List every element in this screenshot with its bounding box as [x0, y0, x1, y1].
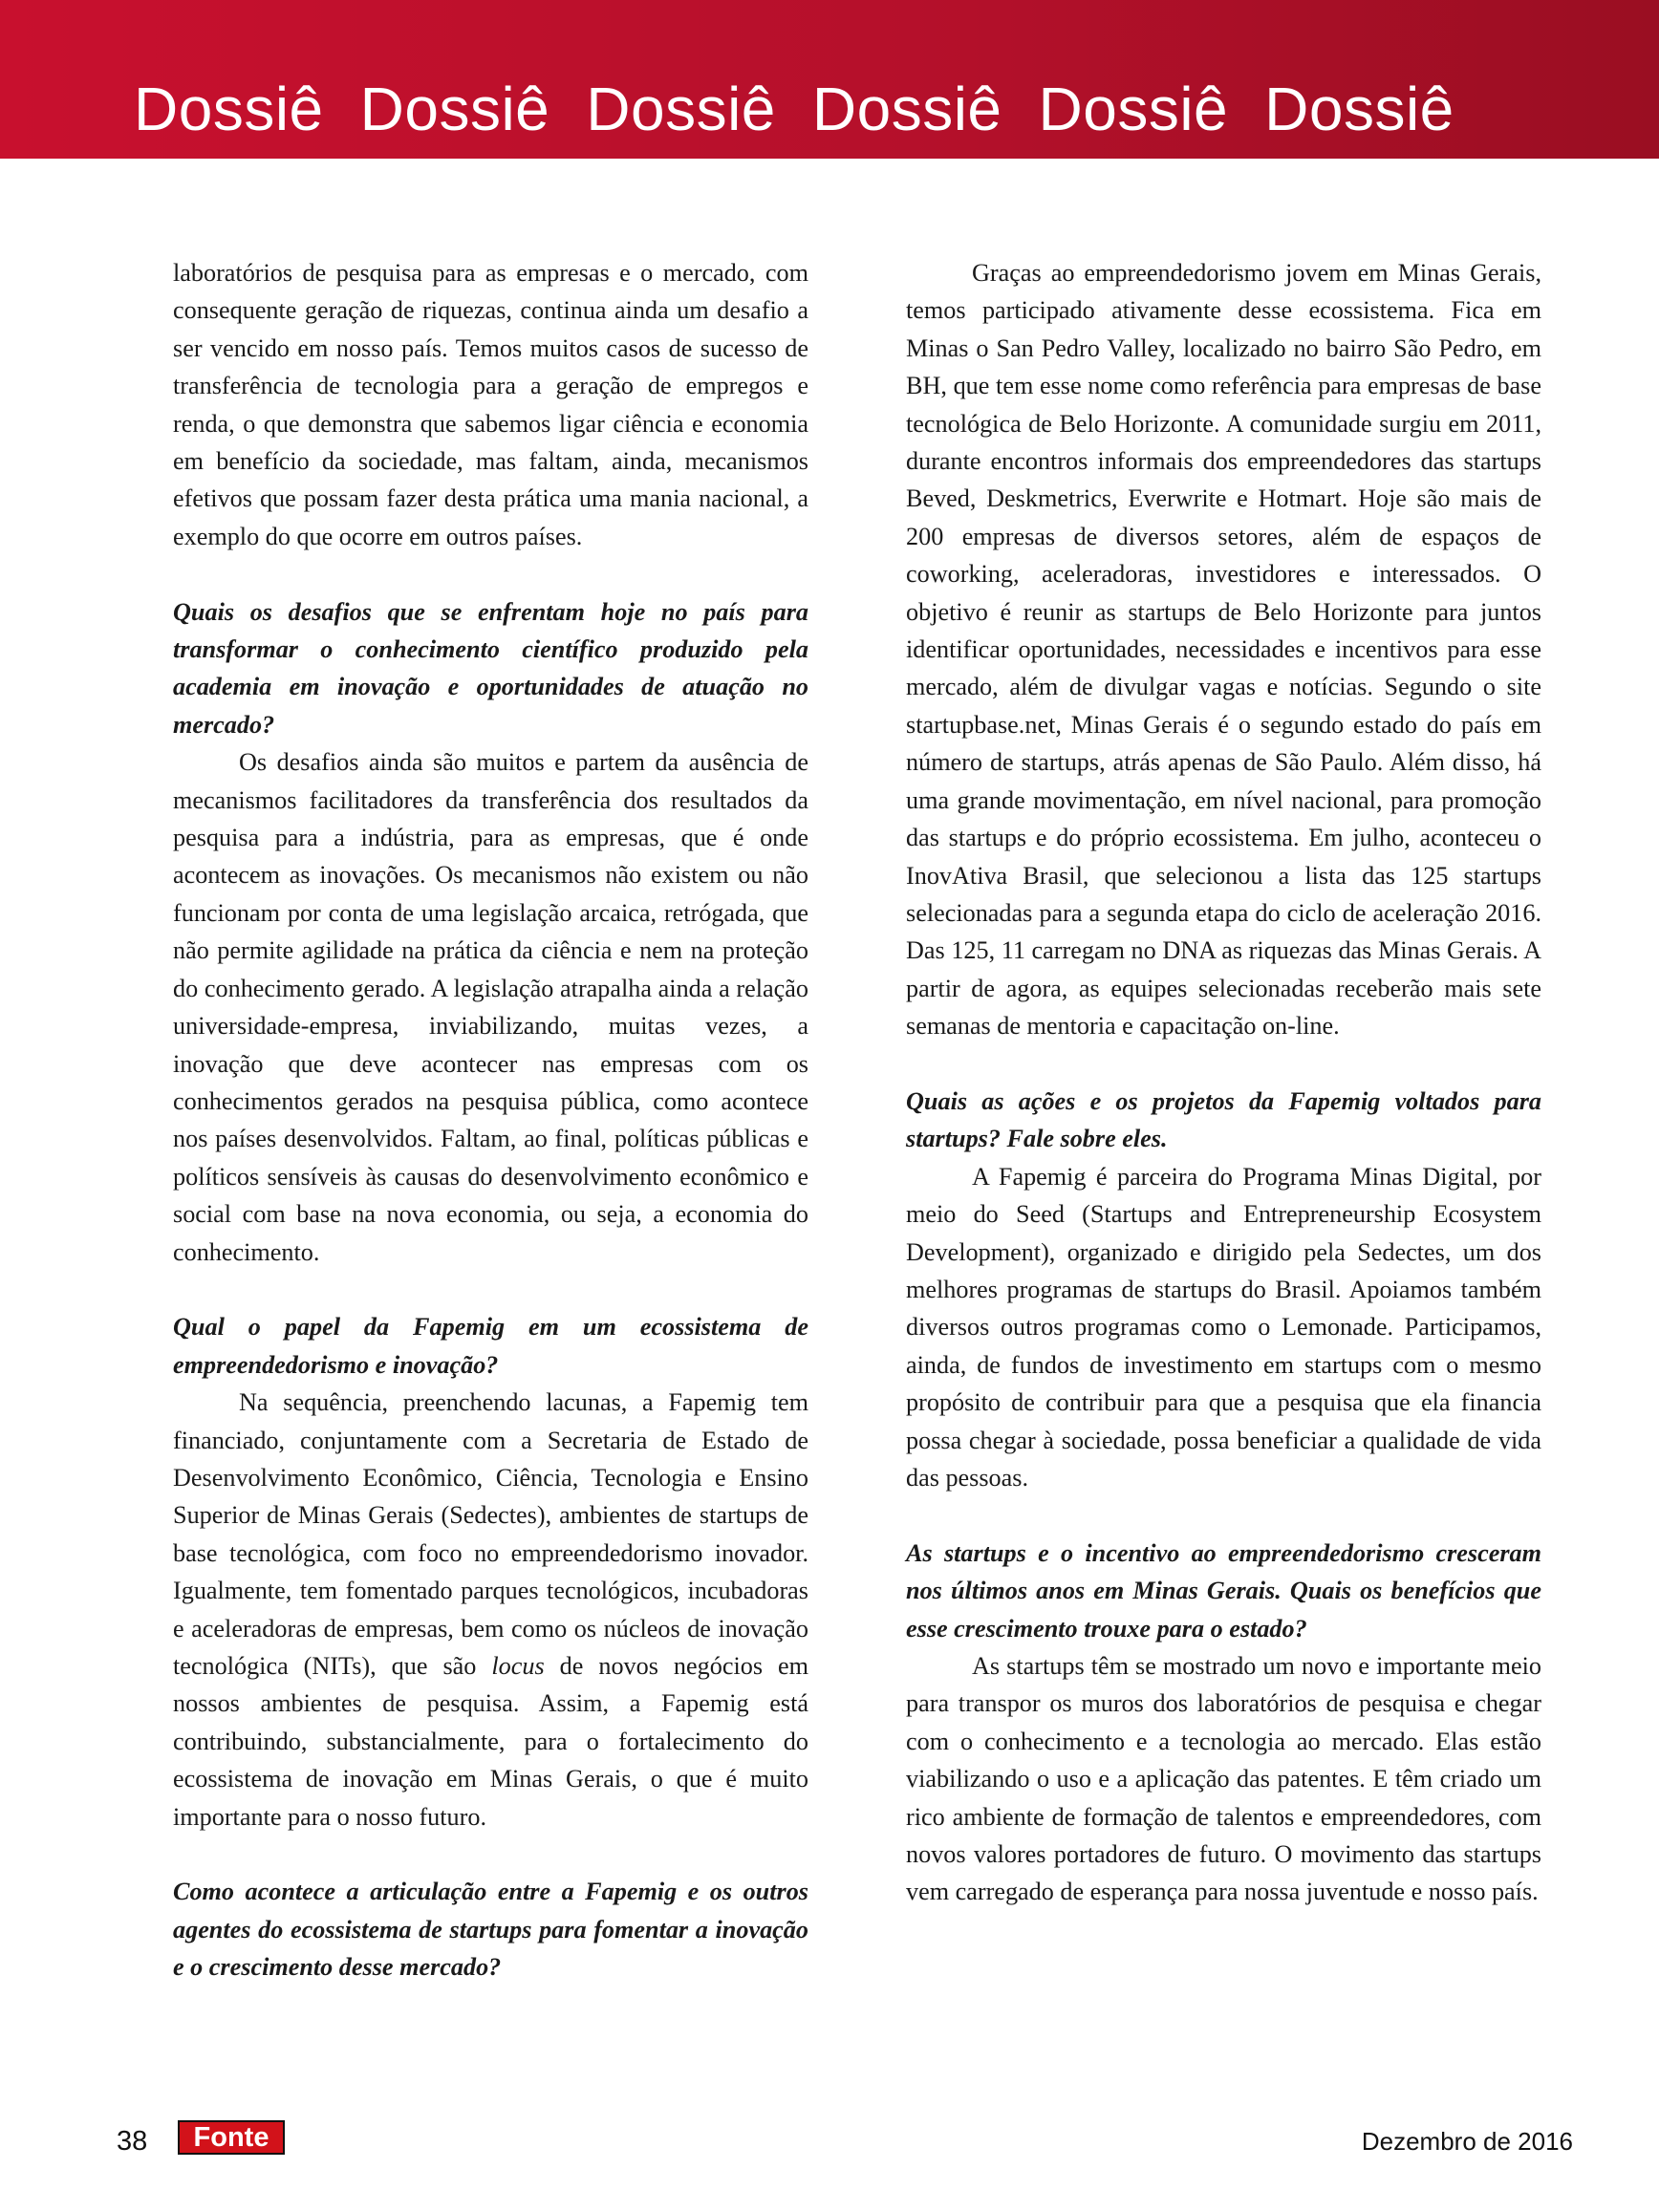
section-title-word: Dossiê — [1038, 75, 1229, 143]
header-band — [0, 0, 1659, 159]
interview-question: Qual o papel da Fapemig em um ecossistema de empreendedorismo e inovação? — [173, 1313, 808, 1379]
body-paragraph: laboratórios de pesquisa para as empresas e o mercado, com consequente geração de riquezas, continua ainda um desafio a ser vencido em nosso país. Temos muitos casos de sucesso de transferência de tecnologia para a geração de empregos e renda, o que demonstra que sabemos ligar ciência e economia em benefício da sociedade, mas faltam, ainda, mecanismos efetivos que possam fazer desta prática uma mania nacional, a exemplo do que ocorre em outros países. — [173, 259, 808, 550]
interview-question: Como acontece a articulação entre a Fapemig e os outros agentes do ecossistema de startups para fomentar a inovação e o crescimento desse mercado? — [173, 1878, 808, 1982]
section-title-word: Dossiê — [1264, 75, 1454, 143]
interview-answer — [173, 1384, 808, 1836]
interview-answer: Os desafios ainda são muitos e partem da ausência de mecanismos facilitadores da transferência dos resultados da pesquisa para a indústria, para as empresas, que é onde acontecem as inovações. Os mecanismos não existem ou não funcionam por conta de uma legislação arcaica, retrógada, que não permite agilidade na prática da ciência e nem na proteção do conhecimento gerado. A legislação atrapalha ainda a relação universidade-empresa, inviabilizando, muitas vezes, a inovação que deve acontecer nas empresas com os conhecimentos gerados na pesquisa pública, como acontece nos países desenvolvidos. Faltam, ao final, políticas públicas e políticos sensíveis às causas do desenvolvimento econômico e social com base na nova economia, ou seja, a economia do conhecimento. — [173, 748, 808, 1266]
interview-answer: As startups têm se mostrado um novo e importante meio para transpor os muros dos laboratórios de pesquisa e chegar com o conhecimento e a tecnologia ao mercado. Elas estão viabilizando o uso e a aplicação das patentes. E têm criado um rico ambiente de formação de talentos e empreendedores, com novos valores portadores de futuro. O movimento das startups vem carregado de esperança para nossa juventude e nosso país. — [906, 1652, 1541, 1906]
interview-answer: A Fapemig é parceira do Programa Minas Digital, por meio do Seed (Startups and Entrepreneurship Ecosystem Development), organizado e dirigido pela Sedectes, um dos melhores programas de startups do Brasil. Apoiamos também diversos outros programas como o Lemonade. Participamos, ainda, de fundos de investimento em startups com o mesmo propósito de contribuir para que a pesquisa que ela financia possa chegar à sociedade, possa beneficiar a qualidade de vida das pessoas. — [906, 1162, 1541, 1492]
magazine-logo: Fonte — [178, 2120, 285, 2155]
interview-answer: Graças ao empreendedorismo jovem em Minas Gerais, temos participado ativamente desse ecossistema. Fica em Minas o San Pedro Valley, localizado no bairro São Pedro, em BH, que tem esse nome como referência para empresas de base tecnológica de Belo Horizonte. A comunidade surgiu em 2011, durante encontros informais dos empreendedores das startups Beved, Deskmetrics, Everwrite e Hotmart. Hoje são mais de 200 empresas de diversos setores, além de espaços de coworking, aceleradoras, investidores e interessados. O objetivo é reunir as startups de Belo Horizonte para juntos identificar oportunidades, necessidades e incentivos para esse mercado, além de divulgar vagas e notícias. Segundo o site startupbase.net, Minas Gerais é o segundo estado do país em número de startups, atrás apenas de São Paulo. Além disso, há uma grande movimentação, em nível nacional, para promoção das startups e do próprio ecossistema. Em julho, aconteceu o InovAtiva Brasil, que selecionou a lista das 125 startups selecionadas para a segunda etapa do ciclo de aceleração 2016. Das 125, 11 carregam no DNA as riquezas das Minas Gerais. A partir de agora, as equipes selecionadas receberão mais sete semanas de mentoria e capacitação on-line. — [906, 259, 1541, 1041]
answer-text: Na sequência, preenchendo lacunas, a Fapemig tem financiado, conjuntamente com a Secretaria de Estado de Desenvolvimento Econômico, Ciência, Tecnologia e Ensino Superior de Minas Gerais (Sedectes), ambientes de startups de base tecnológica, com foco no empreendedorismo inovador. Igualmente, tem fomentado parques tecnológicos, incubadoras e aceleradoras de empresas, bem como os núcleos de inovação tecnológica (NITs), que são — [173, 1388, 808, 1680]
interview-question: As startups e o incentivo ao empreendedorismo cresceram nos últimos anos em Minas Gerais. Quais os benefícios que esse crescimento trouxe para o estado? — [906, 1538, 1541, 1643]
section-title-row — [134, 75, 1621, 143]
left-column — [173, 254, 808, 1987]
page-number: 38 — [117, 2126, 148, 2157]
section-title-word: Dossiê — [811, 75, 1002, 143]
section-title-word: Dossiê — [134, 75, 324, 143]
answer-italic-term: locus — [491, 1652, 545, 1680]
right-column — [906, 254, 1541, 1911]
section-title-word: Dossiê — [359, 75, 550, 143]
section-title-word: Dossiê — [586, 75, 776, 143]
answer-text: de novos negócios em nossos ambientes de pesquisa. Assim, a Fapemig está contribuindo, substancialmente, para o fortalecimento do ecossistema de inovação em Minas Gerais, o que é muito importante para o nosso futuro. — [173, 1652, 808, 1831]
interview-question: Quais as ações e os projetos da Fapemig voltados para startups? Fale sobre eles. — [906, 1086, 1541, 1153]
issue-date: Dezembro de 2016 — [1361, 2127, 1573, 2156]
interview-question: Quais os desafios que se enfrentam hoje no país para transformar o conhecimento científico produzido pela academia em inovação e oportunidades de atuação no mercado? — [173, 597, 808, 739]
